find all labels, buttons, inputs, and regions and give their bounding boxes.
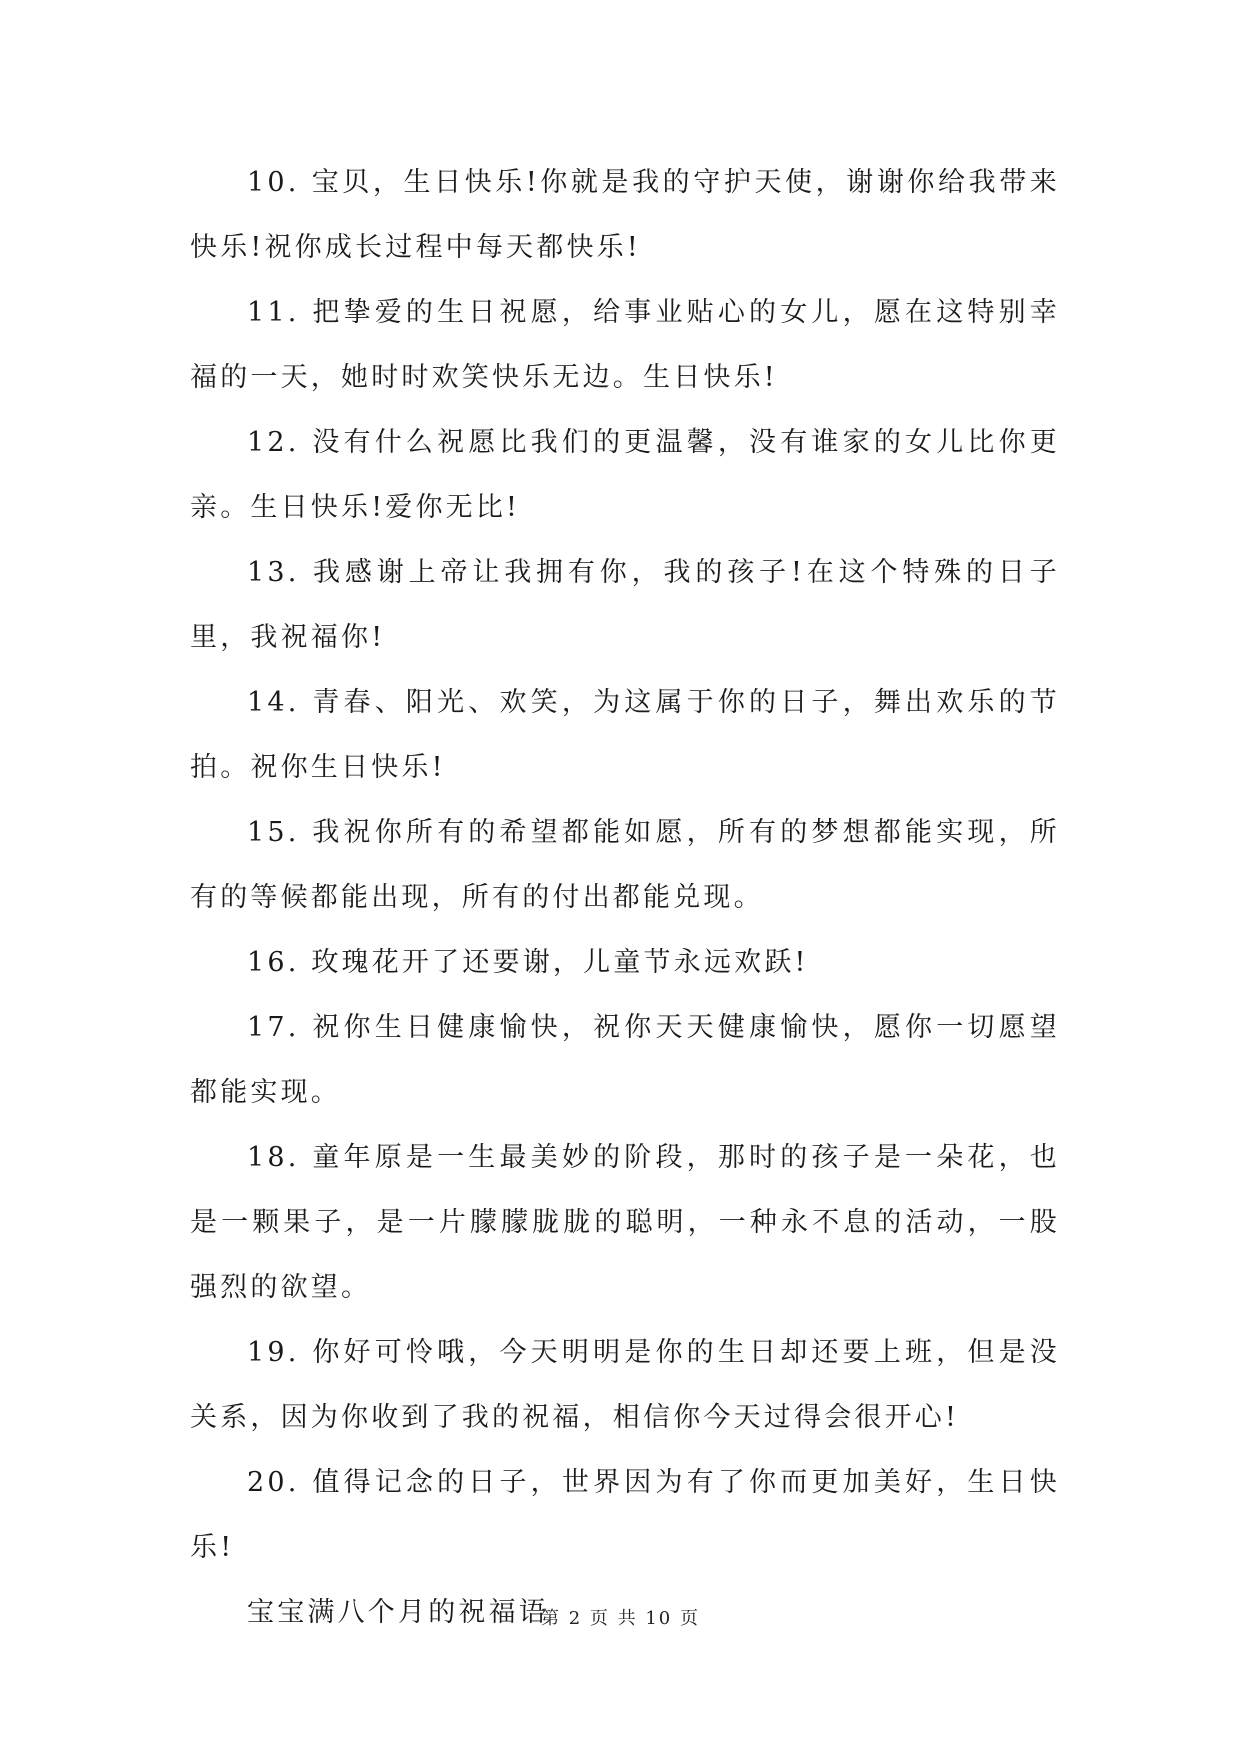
page-footer: 第 2 页 共 10 页 bbox=[541, 1608, 700, 1629]
paragraph-16: 16. 玫瑰花开了还要谢，儿童节永远欢跃! bbox=[247, 947, 809, 978]
document-body bbox=[190, 150, 1060, 1645]
paragraph-10: 10. 宝贝，生日快乐!你就是我的守护天使，谢谢你给我带来快乐!祝你成长过程中每天都快乐! bbox=[190, 167, 1060, 263]
paragraph-13: 13. 我感谢上帝让我拥有你，我的孩子!在这个特殊的日子里，我祝福你! bbox=[190, 557, 1060, 653]
paragraph-12: 12. 没有什么祝愿比我们的更温馨，没有谁家的女儿比你更亲。生日快乐!爱你无比! bbox=[190, 427, 1060, 523]
paragraph-14: 14. 青春、阳光、欢笑，为这属于你的日子，舞出欢乐的节拍。祝你生日快乐! bbox=[190, 687, 1060, 783]
paragraph-19: 19. 你好可怜哦，今天明明是你的生日却还要上班，但是没关系，因为你收到了我的祝福，相信你今天过得会很开心! bbox=[190, 1337, 1060, 1433]
paragraph-11: 11. 把挚爱的生日祝愿，给事业贴心的女儿，愿在这特别幸福的一天，她时时欢笑快乐无边。生日快乐! bbox=[190, 297, 1060, 393]
paragraph-17: 17. 祝你生日健康愉快，祝你天天健康愉快，愿你一切愿望都能实现。 bbox=[190, 1012, 1060, 1108]
paragraph-20: 20. 值得记念的日子，世界因为有了你而更加美好，生日快乐! bbox=[190, 1467, 1060, 1563]
paragraph-18: 18. 童年原是一生最美妙的阶段，那时的孩子是一朵花，也是一颗果子，是一片朦朦胧胧的聪明，一种永不息的活动，一股强烈的欲望。 bbox=[190, 1142, 1060, 1303]
paragraph-15: 15. 我祝你所有的希望都能如愿，所有的梦想都能实现，所有的等候都能出现，所有的付出都能兑现。 bbox=[190, 817, 1060, 913]
section-heading: 宝宝满八个月的祝福语 bbox=[247, 1597, 549, 1628]
